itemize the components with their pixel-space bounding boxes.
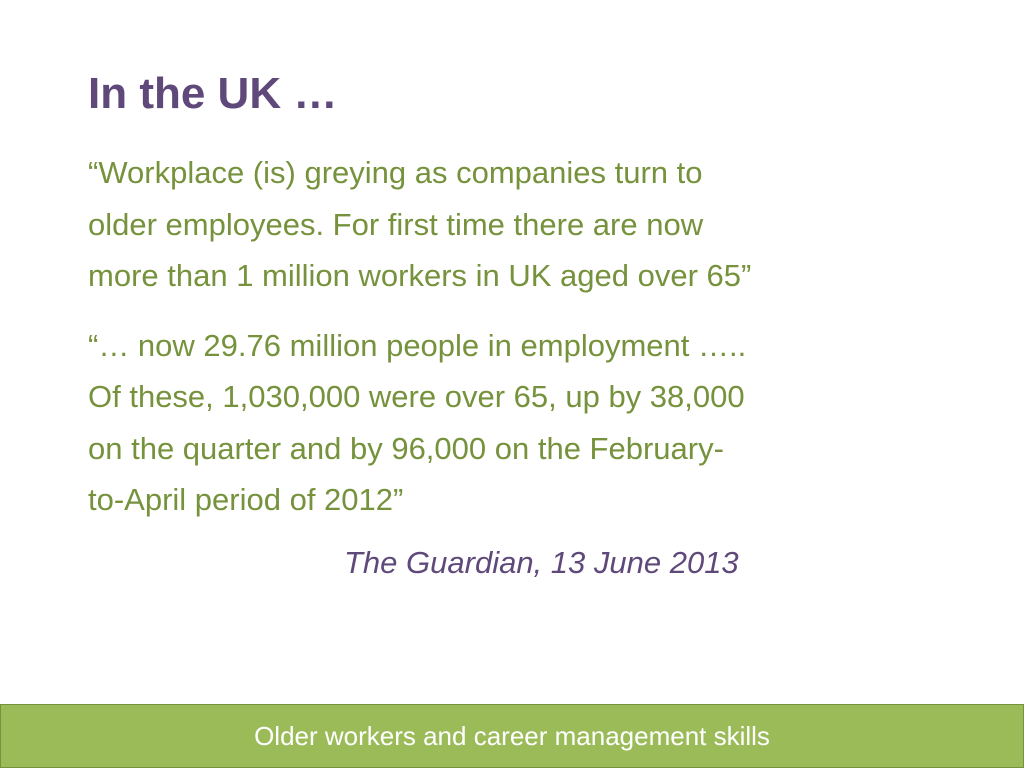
slide-title: In the UK … [88, 69, 338, 118]
slide-body [88, 147, 948, 526]
quote-line: older employees. For first time there are now [88, 206, 704, 242]
quote-line: Of these, 1,030,000 were over 65, up by 38,000 [88, 379, 745, 414]
quote-line: “Workplace (is) greying as companies turn to [88, 155, 703, 190]
quote-line: more than 1 million workers in UK aged over 65” [88, 258, 752, 293]
quote-employment-figures [88, 320, 948, 526]
quote-workplace-greying [88, 147, 948, 302]
quote-line: on the quarter and by 96,000 on the February- [88, 430, 724, 466]
footer-bar [0, 704, 1024, 768]
footer-text: Older workers and career management skills [254, 720, 770, 751]
quote-line: to-April period of 2012” [88, 482, 404, 517]
quote-line: “… now 29.76 million people in employment ….. [88, 327, 747, 363]
citation: The Guardian, 13 June 2013 [344, 545, 739, 580]
